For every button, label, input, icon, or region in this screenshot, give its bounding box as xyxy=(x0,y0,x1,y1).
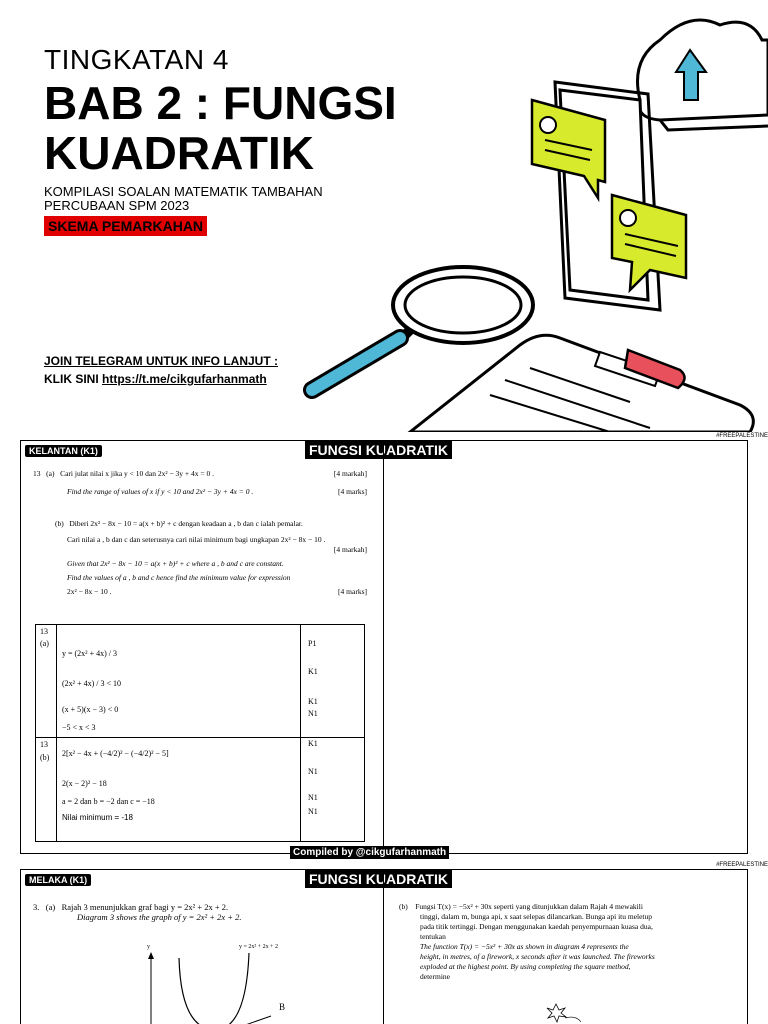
firework-icon xyxy=(521,1000,581,1024)
scheme-line: a = 2 dan b = −2 dan c = −18 xyxy=(62,797,155,806)
scheme-mark: K1 xyxy=(308,739,318,748)
marks-label: [4 markah] xyxy=(333,469,367,478)
question-text-en: height, in metres, of a firework, x seconds after it was launched. The fireworks xyxy=(420,952,655,961)
state-tag: KELANTAN (K1) xyxy=(25,445,102,457)
marks-label: [4 markah] xyxy=(333,545,367,554)
scheme-mark: N1 xyxy=(308,767,318,776)
y-axis-arrow xyxy=(148,952,154,959)
table-divider xyxy=(56,625,57,841)
part-label: (a) xyxy=(45,902,56,912)
question-text-en: Given that 2x² − 8x − 10 = a(x + b)² + c where a , b and c are constant. xyxy=(67,559,284,568)
question-text-en: Find the values of a , b and c hence find the minimum value for expression xyxy=(67,573,291,582)
parabola-curve xyxy=(179,953,249,1024)
scheme-mark: N1 xyxy=(308,793,318,802)
scheme-label: SKEMA PEMARKAHAN xyxy=(44,216,207,236)
level-heading: TINGKATAN 4 xyxy=(44,44,229,75)
scheme-mark: P1 xyxy=(308,639,317,648)
question-text-ms: tinggi, dalam m, bunga api, x saat selepas dilancarkan. Bunga api itu meletup xyxy=(420,912,653,921)
question-number: 3. xyxy=(33,902,40,912)
column-divider xyxy=(383,441,384,853)
quadratic-graph xyxy=(121,938,321,1024)
marks-label: [4 marks] xyxy=(338,487,367,496)
hashtag: #FREEPALESTINE xyxy=(716,433,768,439)
chapter-title: BAB 2 : FUNGSI KUADRATIK xyxy=(44,77,397,179)
scheme-line: y = (2x² + 4x) / 3 xyxy=(62,649,117,658)
part-label: (b) xyxy=(55,519,64,528)
cloud-upload-icon xyxy=(638,20,768,130)
question-text-en: 2x² − 8x − 10 . xyxy=(67,587,112,596)
scheme-line: (2x² + 4x) / 3 < 10 xyxy=(62,679,121,688)
scheme-line: −5 < x < 3 xyxy=(62,723,96,732)
table-divider xyxy=(300,625,301,841)
question-text-en: Find the range of values of x if y < 10 and 2x² − 3y + 4x = 0 . xyxy=(67,487,254,496)
straight-line xyxy=(231,1016,271,1024)
question-text-ms: tentukan xyxy=(420,932,446,941)
question-13a xyxy=(33,469,367,497)
footer-credit: Compiled by @cikgufarhanmath xyxy=(290,846,449,859)
question-text-ms: Rajah 3 menunjukkan graf bagi y = 2x² + 2x + 2. xyxy=(61,902,229,912)
question-3a xyxy=(33,902,373,922)
question-number: 13 xyxy=(33,469,41,478)
question-text-en: exploded at the highest point. By using completing the square method, xyxy=(420,962,631,971)
scheme-part: (b) xyxy=(40,753,50,762)
part-label: (b) xyxy=(399,902,408,911)
page-title: FUNGSI KUADRATIK xyxy=(305,870,452,888)
scheme-line: 2(x − 2)² − 18 xyxy=(62,779,107,788)
page-title: FUNGSI KUADRATIK xyxy=(305,441,452,459)
marking-scheme-table xyxy=(35,624,365,842)
scheme-mark: N1 xyxy=(308,709,318,718)
cover-page xyxy=(0,0,768,432)
column-divider xyxy=(383,870,384,1024)
question-text-en: determine xyxy=(420,972,450,981)
answer-page-kelantan xyxy=(20,440,748,854)
telegram-link[interactable]: https://t.me/cikgufarhanmath xyxy=(102,372,267,386)
telegram-line1: JOIN TELEGRAM UNTUK INFO LANJUT : xyxy=(44,354,278,368)
question-3b xyxy=(399,902,739,982)
cover-illustration xyxy=(300,0,768,432)
y-axis-label: y xyxy=(147,944,150,950)
scheme-line: 2[x² − 4x + (−4/2)² − (−4/2)² − 5] xyxy=(62,749,169,758)
scheme-mark: K1 xyxy=(308,697,318,706)
scheme-line: (x + 5)(x − 3) < 0 xyxy=(62,705,119,714)
marks-label: [4 marks] xyxy=(338,587,367,596)
hashtag: #FREEPALESTINE xyxy=(716,862,768,868)
question-text-ms: Cari julat nilai x jika y < 10 dan 2x² − 3y + 4x = 0 . xyxy=(60,469,215,478)
telegram-prefix: KLIK SINI xyxy=(44,372,99,386)
scheme-number: 13 xyxy=(40,740,48,749)
clipboard-icon xyxy=(410,335,753,432)
question-13b xyxy=(33,519,367,597)
answer-page-melaka xyxy=(20,869,748,1024)
scheme-line: Nilai minimum = -18 xyxy=(62,813,133,822)
scheme-mark: K1 xyxy=(308,667,318,676)
curve-label: y = 2x² + 2x + 2 xyxy=(239,944,278,950)
compilation-line1: KOMPILASI SOALAN MATEMATIK TAMBAHAN xyxy=(44,184,323,199)
question-text-ms: pada titik tertinggi. Dengan menggunakan kaedah penyempurnaan kuasa dua, xyxy=(420,922,653,931)
part-label: (a) xyxy=(46,469,55,478)
question-text-ms: Cari nilai a , b dan c dan seterusnya cari nilai minimum bagi ungkapan 2x² − 8x − 10 . xyxy=(67,535,326,544)
question-text-ms: Diberi 2x² − 8x − 10 = a(x + b)² + c dengan keadaan a , b dan c ialah pemalar. xyxy=(69,519,303,528)
state-tag: MELAKA (K1) xyxy=(25,874,91,886)
scheme-mark: N1 xyxy=(308,807,318,816)
point-b-label: B xyxy=(279,1002,286,1012)
question-text-en: Diagram 3 shows the graph of y = 2x² + 2x + 2. xyxy=(77,912,242,922)
scheme-part: (a) xyxy=(40,639,49,648)
table-divider xyxy=(36,737,364,738)
scheme-number: 13 xyxy=(40,627,48,636)
compilation-line2: PERCUBAAN SPM 2023 xyxy=(44,198,190,213)
question-text-ms: Fungsi T(x) = −5x² + 30x seperti yang ditunjukkan dalam Rajah 4 mewakili xyxy=(415,902,643,911)
telegram-info xyxy=(44,352,278,388)
question-text-en: The function T(x) = −5x² + 30x as shown in diagram 4 represents the xyxy=(420,942,629,951)
